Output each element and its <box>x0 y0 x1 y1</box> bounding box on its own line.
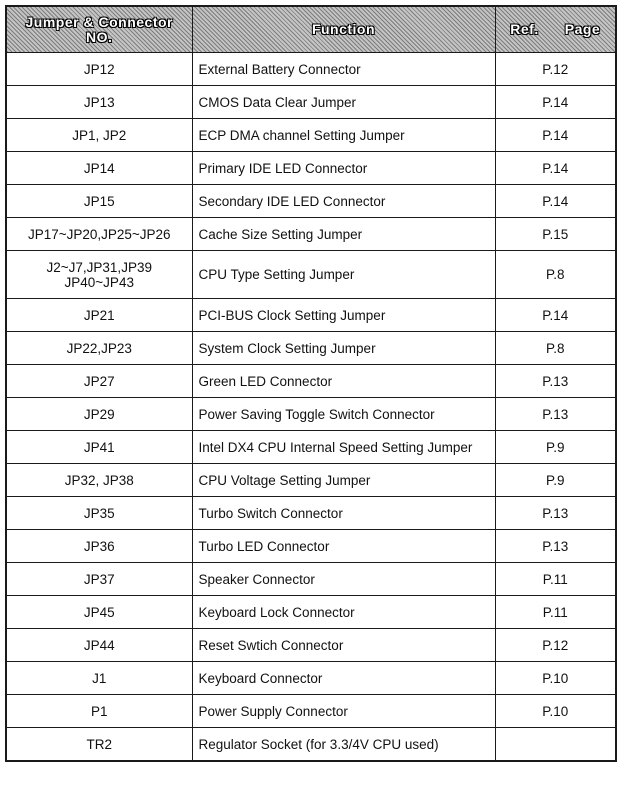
function-cell: ECP DMA channel Setting Jumper <box>192 119 495 152</box>
ref-page-cell: P.9 <box>495 464 616 497</box>
ref-page-cell: P.13 <box>495 365 616 398</box>
ref-page-cell: P.9 <box>495 431 616 464</box>
table-row <box>6 332 616 365</box>
jumper-label: JP27 <box>83 373 115 389</box>
table-row <box>6 662 616 695</box>
header-function: Function <box>192 6 495 53</box>
function-cell: Cache Size Setting Jumper <box>192 218 495 251</box>
ref-page-cell: P.14 <box>495 86 616 119</box>
jumper-label: J2~J7,JP31,JP39 <box>46 259 152 275</box>
jumper-cell <box>6 431 192 464</box>
jumper-cell <box>6 152 192 185</box>
ref-page-cell: P.14 <box>495 152 616 185</box>
table-header-row <box>6 6 616 53</box>
table-body <box>6 53 616 762</box>
function-cell: Speaker Connector <box>192 563 495 596</box>
jumper-cell <box>6 299 192 332</box>
function-cell: System Clock Setting Jumper <box>192 332 495 365</box>
header-jumper-connector-no <box>6 6 192 53</box>
jumper-label: JP29 <box>83 406 115 422</box>
jumper-cell <box>6 86 192 119</box>
jumper-label: JP14 <box>83 160 115 176</box>
table-row <box>6 563 616 596</box>
jumper-cell <box>6 497 192 530</box>
table-row <box>6 119 616 152</box>
jumper-cell <box>6 365 192 398</box>
table-row <box>6 530 616 563</box>
jumper-label: JP13 <box>83 94 115 110</box>
jumper-cell <box>6 119 192 152</box>
table-row <box>6 53 616 86</box>
ref-page-cell: P.13 <box>495 497 616 530</box>
jumper-label: JP41 <box>83 439 115 455</box>
ref-page-cell: P.14 <box>495 299 616 332</box>
table-row <box>6 398 616 431</box>
jumper-label: JP1, JP2 <box>72 127 127 143</box>
ref-page-cell: P.10 <box>495 695 616 728</box>
table-row <box>6 152 616 185</box>
jumper-label: JP35 <box>83 505 115 521</box>
jumper-label: J1 <box>92 670 107 686</box>
table-row <box>6 431 616 464</box>
ref-page-cell: P.11 <box>495 563 616 596</box>
function-cell: External Battery Connector <box>192 53 495 86</box>
jumper-cell <box>6 662 192 695</box>
ref-page-cell <box>495 728 616 762</box>
jumper-label-line2: JP40~JP43 <box>64 274 134 290</box>
jumper-cell <box>6 185 192 218</box>
jumper-label: JP32, JP38 <box>64 472 134 488</box>
function-cell: Power Supply Connector <box>192 695 495 728</box>
function-cell: PCI-BUS Clock Setting Jumper <box>192 299 495 332</box>
jumper-cell <box>6 629 192 662</box>
table-row <box>6 464 616 497</box>
jumper-cell <box>6 530 192 563</box>
table-row <box>6 596 616 629</box>
table-row <box>6 299 616 332</box>
function-cell: Green LED Connector <box>192 365 495 398</box>
jumper-label: JP45 <box>83 604 115 620</box>
function-cell: Secondary IDE LED Connector <box>192 185 495 218</box>
jumper-cell <box>6 596 192 629</box>
ref-page-cell: P.12 <box>495 629 616 662</box>
ref-page-cell: P.8 <box>495 251 616 299</box>
jumper-cell <box>6 398 192 431</box>
jumper-label: JP44 <box>83 637 115 653</box>
table-row <box>6 728 616 762</box>
jumper-cell <box>6 464 192 497</box>
ref-page-cell: P.14 <box>495 119 616 152</box>
function-cell: Intel DX4 CPU Internal Speed Setting Jumper <box>192 431 495 464</box>
header-col1-line1: Jumper & Connector <box>25 13 173 30</box>
table-row <box>6 86 616 119</box>
table-row <box>6 497 616 530</box>
header-page: Page <box>564 21 601 37</box>
jumper-label: JP15 <box>83 193 115 209</box>
header-ref: Ref. <box>510 21 539 37</box>
jumper-label: JP22,JP23 <box>66 340 132 356</box>
jumper-cell <box>6 53 192 86</box>
ref-page-cell: P.15 <box>495 218 616 251</box>
ref-page-cell: P.12 <box>495 53 616 86</box>
jumper-label: JP37 <box>83 571 115 587</box>
ref-page-cell: P.14 <box>495 185 616 218</box>
jumper-cell <box>6 332 192 365</box>
function-cell: CPU Voltage Setting Jumper <box>192 464 495 497</box>
function-cell: CPU Type Setting Jumper <box>192 251 495 299</box>
function-cell: Keyboard Connector <box>192 662 495 695</box>
table-row <box>6 629 616 662</box>
function-cell: Keyboard Lock Connector <box>192 596 495 629</box>
function-cell: Turbo LED Connector <box>192 530 495 563</box>
ref-page-cell: P.10 <box>495 662 616 695</box>
function-cell: Regulator Socket (for 3.3/4V CPU used) <box>192 728 495 762</box>
ref-page-cell: P.13 <box>495 398 616 431</box>
ref-page-cell: P.8 <box>495 332 616 365</box>
jumper-label: JP17~JP20,JP25~JP26 <box>27 226 171 242</box>
header-col1-line2: NO. <box>86 28 113 45</box>
jumper-cell <box>6 563 192 596</box>
function-cell: Reset Swtich Connector <box>192 629 495 662</box>
jumper-label: JP12 <box>83 61 115 77</box>
jumper-label: TR2 <box>86 736 112 752</box>
header-ref-page <box>495 6 616 53</box>
function-cell: Power Saving Toggle Switch Connector <box>192 398 495 431</box>
table-row <box>6 251 616 299</box>
jumper-label: JP21 <box>83 307 115 323</box>
table-row <box>6 218 616 251</box>
function-cell: CMOS Data Clear Jumper <box>192 86 495 119</box>
table-row <box>6 695 616 728</box>
jumper-label: JP36 <box>83 538 115 554</box>
jumper-cell <box>6 728 192 762</box>
function-cell: Turbo Switch Connector <box>192 497 495 530</box>
jumper-cell <box>6 218 192 251</box>
jumper-label: P1 <box>90 703 108 719</box>
table-row <box>6 365 616 398</box>
ref-page-cell: P.11 <box>495 596 616 629</box>
jumper-cell <box>6 695 192 728</box>
jumper-cell <box>6 251 192 299</box>
jumper-connector-table <box>5 5 617 762</box>
ref-page-cell: P.13 <box>495 530 616 563</box>
table-row <box>6 185 616 218</box>
function-cell: Primary IDE LED Connector <box>192 152 495 185</box>
